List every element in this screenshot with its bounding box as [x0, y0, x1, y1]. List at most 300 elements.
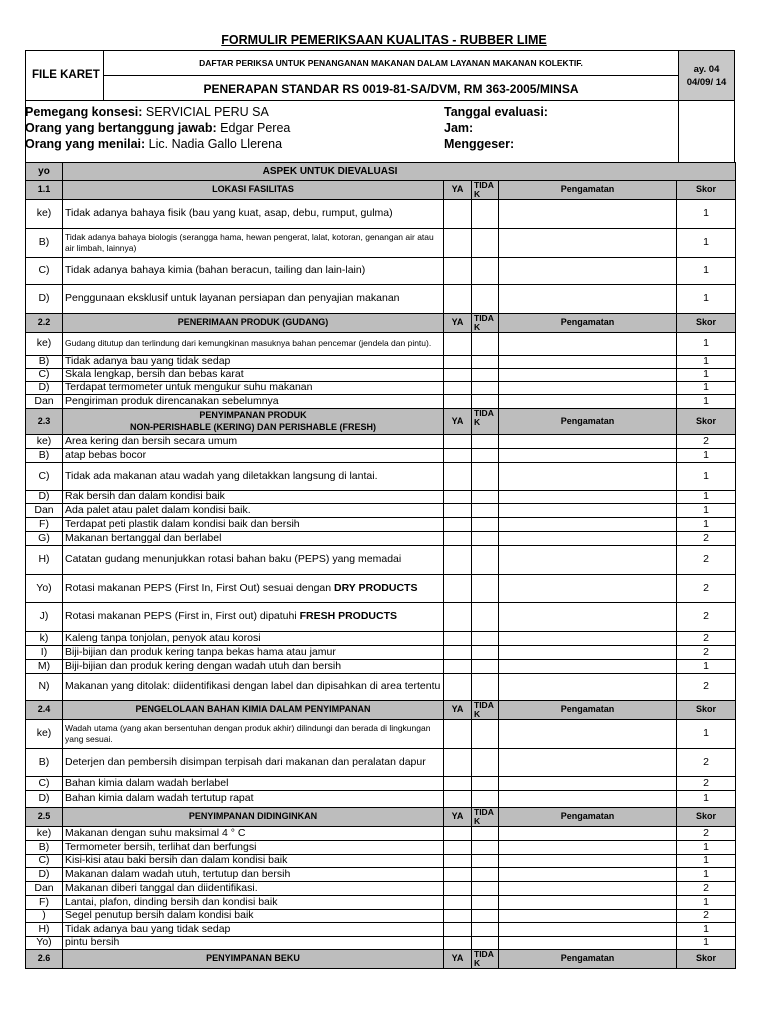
item-text — [63, 491, 444, 504]
standard-title: PENERAPAN STANDAR RS 0019-81-SA/DVM, RM 363-2005/MINSA — [203, 82, 579, 96]
section-title-line: PENGELOLAAN BAHAN KIMIA DALAM PENYIMPANAN — [135, 704, 371, 715]
item-text — [63, 435, 444, 449]
checklist-row — [26, 258, 736, 285]
score-cell: 2 — [677, 749, 736, 777]
checklist-row — [26, 646, 736, 660]
tidak-checkbox-cell[interactable] — [472, 395, 499, 409]
item-label: I) — [26, 646, 63, 660]
tidak-checkbox-cell[interactable] — [472, 910, 499, 923]
section-title-line: PENYIMPANAN BEKU — [206, 953, 300, 964]
ya-checkbox-cell[interactable] — [444, 285, 472, 314]
observation-cell[interactable] — [499, 546, 677, 575]
score-cell: 1 — [677, 356, 736, 369]
tidak-checkbox-cell[interactable] — [472, 868, 499, 882]
item-text — [63, 868, 444, 882]
holder-value: SERVICIAL PERU SA — [142, 105, 269, 119]
tidak-checkbox-cell[interactable] — [472, 791, 499, 808]
tidak-checkbox-cell[interactable] — [472, 575, 499, 603]
resp-label: Orang yang bertanggung jawab: — [25, 121, 217, 135]
col-tidak-header: TIDA K — [472, 701, 499, 720]
section-title — [63, 808, 444, 827]
tidak-checkbox-cell[interactable] — [472, 449, 499, 463]
observation-cell[interactable] — [499, 646, 677, 660]
section-title-line: PENYIMPANAN PRODUK — [199, 410, 307, 420]
score-cell: 2 — [677, 632, 736, 646]
checklist-row — [26, 449, 736, 463]
checklist-row — [26, 660, 736, 674]
item-label: k) — [26, 632, 63, 646]
item-label: D) — [26, 868, 63, 882]
item-text — [63, 546, 444, 575]
observation-cell[interactable] — [499, 369, 677, 382]
tidak-checkbox-cell[interactable] — [472, 896, 499, 910]
ya-checkbox-cell[interactable] — [444, 896, 472, 910]
item-text-main: Segel penutup bersih dalam kondisi baik — [65, 909, 254, 922]
checklist-row — [26, 518, 736, 532]
item-label: G) — [26, 532, 63, 546]
ya-checkbox-cell[interactable] — [444, 356, 472, 369]
item-text-main: Catatan gudang menunjukkan rotasi bahan baku (PEPS) yang memadai — [65, 553, 402, 566]
score-cell: 2 — [677, 575, 736, 603]
score-cell: 1 — [677, 896, 736, 910]
observation-cell[interactable] — [499, 463, 677, 491]
observation-cell[interactable] — [499, 435, 677, 449]
item-text-main: Makanan dalam wadah utuh, tertutup dan bersih — [65, 867, 291, 880]
shift-label: Menggeser: — [444, 137, 515, 151]
ya-checkbox-cell[interactable] — [444, 749, 472, 777]
item-text — [63, 923, 444, 937]
observation-cell[interactable] — [499, 518, 677, 532]
checklist-box — [103, 50, 679, 76]
item-text — [63, 841, 444, 855]
tidak-checkbox-cell[interactable] — [472, 369, 499, 382]
item-text — [63, 827, 444, 841]
observation-cell[interactable] — [499, 882, 677, 896]
observation-cell[interactable] — [499, 749, 677, 777]
checklist-row — [26, 674, 736, 701]
col-ya-header: YA — [444, 314, 472, 333]
checklist-row — [26, 435, 736, 449]
tidak-checkbox-cell[interactable] — [472, 720, 499, 749]
tidak-checkbox-cell[interactable] — [472, 229, 499, 258]
section-number: 2.4 — [26, 701, 63, 720]
col-score-header: Skor — [677, 701, 736, 720]
observation-cell[interactable] — [499, 841, 677, 855]
ya-checkbox-cell[interactable] — [444, 333, 472, 356]
item-text — [63, 777, 444, 791]
ya-checkbox-cell[interactable] — [444, 827, 472, 841]
item-label: ke) — [26, 827, 63, 841]
item-label: H) — [26, 546, 63, 575]
item-label: N) — [26, 674, 63, 701]
tidak-checkbox-cell[interactable] — [472, 546, 499, 575]
item-text-main: Tidak adanya bahaya biologis (serangga hama, hewan pengerat, lalat, kotoran, genangan air atau air limbah, lainnya) — [65, 231, 434, 253]
ya-checkbox-cell[interactable] — [444, 395, 472, 409]
item-text-main: Tidak ada makanan atau wadah yang diletakkan langsung di lantai. — [65, 469, 378, 482]
observation-cell[interactable] — [499, 855, 677, 868]
item-label: B) — [26, 749, 63, 777]
item-text-main: Ada palet atau palet dalam kondisi baik. — [65, 503, 251, 516]
item-text — [63, 449, 444, 463]
checklist-row — [26, 333, 736, 356]
item-text-main: Termometer bersih, terlihat dan berfungsi — [65, 840, 257, 853]
item-text — [63, 882, 444, 896]
item-text-main: Makanan diberi tanggal dan diidentifikasi. — [65, 881, 258, 894]
observation-cell[interactable] — [499, 229, 677, 258]
item-text-main: atap bebas bocor — [65, 448, 147, 461]
checklist-row — [26, 395, 736, 409]
holder-label: Pemegang konsesi: — [25, 105, 143, 119]
score-cell: 1 — [677, 382, 736, 395]
score-cell: 2 — [677, 827, 736, 841]
version-box — [678, 50, 735, 101]
item-label: Yo) — [26, 937, 63, 950]
item-label: H) — [26, 923, 63, 937]
observation-cell[interactable] — [499, 491, 677, 504]
score-cell: 2 — [677, 646, 736, 660]
tidak-checkbox-cell[interactable] — [472, 382, 499, 395]
observation-cell[interactable] — [499, 791, 677, 808]
score-cell: 2 — [677, 777, 736, 791]
tidak-checkbox-cell[interactable] — [472, 674, 499, 701]
col-score-header: Skor — [677, 314, 736, 333]
observation-cell[interactable] — [499, 382, 677, 395]
checklist-row — [26, 937, 736, 950]
score-cell: 1 — [677, 720, 736, 749]
ya-checkbox-cell[interactable] — [444, 546, 472, 575]
ya-checkbox-cell[interactable] — [444, 777, 472, 791]
item-text — [63, 720, 444, 749]
col-ya-header: YA — [444, 808, 472, 827]
observation-cell[interactable] — [499, 720, 677, 749]
item-text-main: Lantai, plafon, dinding bersih dan kondisi baik — [65, 895, 278, 908]
ya-checkbox-cell[interactable] — [444, 200, 472, 229]
ya-checkbox-cell[interactable] — [444, 491, 472, 504]
aspect-id: yo — [26, 163, 63, 181]
score-cell: 2 — [677, 532, 736, 546]
tidak-checkbox-cell[interactable] — [472, 937, 499, 950]
info-right-divider — [678, 100, 679, 163]
section-title — [63, 701, 444, 720]
item-text-main: Gudang ditutup dan terlindung dari kemungkinan masuknya bahan pencemar (jendela dan pintu). — [65, 338, 432, 349]
observation-cell[interactable] — [499, 910, 677, 923]
checklist-row — [26, 827, 736, 841]
score-cell: 1 — [677, 518, 736, 532]
checklist-row — [26, 882, 736, 896]
item-text — [63, 518, 444, 532]
col-observation-header: Pengamatan — [499, 950, 677, 969]
item-text — [63, 674, 444, 701]
score-cell: 1 — [677, 229, 736, 258]
item-text-main: Kisi-kisi atau baki bersih dan dalam kondisi baik — [65, 854, 288, 867]
observation-cell[interactable] — [499, 356, 677, 369]
checklist-row — [26, 896, 736, 910]
tidak-checkbox-cell[interactable] — [472, 646, 499, 660]
ya-checkbox-cell[interactable] — [444, 841, 472, 855]
item-label: J) — [26, 603, 63, 632]
file-label-box — [25, 50, 104, 101]
checklist-row — [26, 632, 736, 646]
checklist-row — [26, 910, 736, 923]
tidak-checkbox-cell[interactable] — [472, 827, 499, 841]
checklist-row — [26, 749, 736, 777]
checklist-row — [26, 200, 736, 229]
item-label: C) — [26, 258, 63, 285]
observation-cell[interactable] — [499, 603, 677, 632]
tidak-checkbox-cell[interactable] — [472, 200, 499, 229]
item-text-main: pintu bersih — [65, 936, 120, 949]
score-cell: 1 — [677, 491, 736, 504]
item-text — [63, 200, 444, 229]
item-label: ke) — [26, 435, 63, 449]
item-label: D) — [26, 791, 63, 808]
score-cell: 2 — [677, 435, 736, 449]
ya-checkbox-cell[interactable] — [444, 923, 472, 937]
item-label: ) — [26, 910, 63, 923]
tidak-checkbox-cell[interactable] — [472, 333, 499, 356]
item-text-main: Makanan dengan suhu maksimal 4 ° C — [65, 826, 246, 839]
ya-checkbox-cell[interactable] — [444, 910, 472, 923]
section-title-line-2: NON-PERISHABLE (KERING) DAN PERISHABLE (FRESH) — [129, 421, 376, 432]
resp-line — [25, 120, 290, 136]
checklist-row — [26, 504, 736, 518]
observation-cell[interactable] — [499, 896, 677, 910]
checklist-row — [26, 603, 736, 632]
ya-checkbox-cell[interactable] — [444, 660, 472, 674]
section-title — [63, 409, 444, 435]
observation-cell[interactable] — [499, 674, 677, 701]
item-label: D) — [26, 285, 63, 314]
item-text — [63, 333, 444, 356]
checklist-row — [26, 841, 736, 855]
item-text-bold: FRESH PRODUCTS — [299, 610, 398, 623]
col-observation-header: Pengamatan — [499, 701, 677, 720]
item-text-main: Penggunaan eksklusif untuk layanan persiapan dan penyajian makanan — [65, 292, 400, 305]
item-text — [63, 575, 444, 603]
version-date: 04/09/ 14 — [686, 77, 727, 88]
ya-checkbox-cell[interactable] — [444, 855, 472, 868]
observation-cell[interactable] — [499, 868, 677, 882]
section-number: 1.1 — [26, 181, 63, 200]
ya-checkbox-cell[interactable] — [444, 449, 472, 463]
col-tidak-header: TIDA K — [472, 409, 499, 435]
tidak-checkbox-cell[interactable] — [472, 435, 499, 449]
item-text-main: Tidak adanya bahaya kimia (bahan beracun, tailing dan lain-lain) — [65, 264, 366, 277]
item-label: ke) — [26, 333, 63, 356]
checklist-row — [26, 463, 736, 491]
ya-checkbox-cell[interactable] — [444, 229, 472, 258]
ya-checkbox-cell[interactable] — [444, 575, 472, 603]
item-text-main: Terdapat peti plastik dalam kondisi baik dan bersih — [65, 517, 300, 530]
aspect-header-row — [26, 163, 736, 181]
ya-checkbox-cell[interactable] — [444, 532, 472, 546]
form-title: FORMULIR PEMERIKSAAN KUALITAS - RUBBER LIME — [221, 33, 547, 47]
tidak-checkbox-cell[interactable] — [472, 356, 499, 369]
tidak-checkbox-cell[interactable] — [472, 603, 499, 632]
ya-checkbox-cell[interactable] — [444, 646, 472, 660]
col-ya-header: YA — [444, 950, 472, 969]
eval-date-label: Tanggal evaluasi: — [444, 105, 548, 119]
section-title-line: PENERIMAAN PRODUK (GUDANG) — [177, 317, 329, 328]
tidak-checkbox-cell[interactable] — [472, 749, 499, 777]
tidak-checkbox-cell[interactable] — [472, 660, 499, 674]
tidak-checkbox-cell[interactable] — [472, 491, 499, 504]
ya-checkbox-cell[interactable] — [444, 463, 472, 491]
section-header-row — [26, 409, 736, 435]
section-title — [63, 950, 444, 969]
tidak-checkbox-cell[interactable] — [472, 532, 499, 546]
observation-cell[interactable] — [499, 660, 677, 674]
item-label: ke) — [26, 720, 63, 749]
item-text — [63, 382, 444, 395]
checklist-row — [26, 369, 736, 382]
ya-checkbox-cell[interactable] — [444, 937, 472, 950]
ya-checkbox-cell[interactable] — [444, 882, 472, 896]
item-label: F) — [26, 896, 63, 910]
col-observation-header: Pengamatan — [499, 314, 677, 333]
item-text-main: Bahan kimia dalam wadah tertutup rapat — [65, 792, 254, 805]
tidak-checkbox-cell[interactable] — [472, 632, 499, 646]
item-text — [63, 910, 444, 923]
ya-checkbox-cell[interactable] — [444, 674, 472, 701]
observation-cell[interactable] — [499, 285, 677, 314]
item-text — [63, 369, 444, 382]
section-title — [63, 314, 444, 333]
observation-cell[interactable] — [499, 504, 677, 518]
item-text-main: Pengiriman produk direncanakan sebelumnya — [65, 394, 279, 407]
item-text-main: Rotasi makanan PEPS (First In, First Out) sesuai dengan — [65, 581, 335, 594]
item-text-bold: DRY PRODUCTS — [334, 581, 418, 594]
checklist-row — [26, 575, 736, 603]
ya-checkbox-cell[interactable] — [444, 258, 472, 285]
item-text-main: Tidak adanya bau yang tidak sedap — [65, 922, 231, 935]
col-observation-header: Pengamatan — [499, 409, 677, 435]
eval-label: Orang yang menilai: — [25, 137, 146, 151]
score-cell: 1 — [677, 258, 736, 285]
tidak-checkbox-cell[interactable] — [472, 923, 499, 937]
score-cell: 1 — [677, 855, 736, 868]
ya-checkbox-cell[interactable] — [444, 518, 472, 532]
ya-checkbox-cell[interactable] — [444, 868, 472, 882]
item-text-main: Tidak adanya bau yang tidak sedap — [65, 355, 231, 368]
item-label: M) — [26, 660, 63, 674]
ya-checkbox-cell[interactable] — [444, 435, 472, 449]
checklist-row — [26, 491, 736, 504]
item-text — [63, 356, 444, 369]
observation-cell[interactable] — [499, 923, 677, 937]
observation-cell[interactable] — [499, 258, 677, 285]
item-text-main: Makanan bertanggal dan berlabel — [65, 531, 222, 544]
item-text-main: Biji-bijian dan produk kering dengan wadah utuh dan bersih — [65, 659, 342, 672]
tidak-checkbox-cell[interactable] — [472, 518, 499, 532]
score-cell: 1 — [677, 369, 736, 382]
item-text-main: Bahan kimia dalam wadah berlabel — [65, 776, 229, 789]
score-cell: 1 — [677, 449, 736, 463]
item-label: B) — [26, 229, 63, 258]
ya-checkbox-cell[interactable] — [444, 632, 472, 646]
ya-checkbox-cell[interactable] — [444, 603, 472, 632]
item-text-main: Skala lengkap, bersih dan bebas karat — [65, 368, 244, 381]
tidak-checkbox-cell[interactable] — [472, 285, 499, 314]
ya-checkbox-cell[interactable] — [444, 382, 472, 395]
item-text-main: Wadah utama (yang akan bersentuhan dengan produk akhir) dilindungi dan berada di lingkungan yang sesuai. — [65, 722, 431, 744]
item-label: D) — [26, 382, 63, 395]
tidak-checkbox-cell[interactable] — [472, 882, 499, 896]
tidak-checkbox-cell[interactable] — [472, 855, 499, 868]
section-title — [63, 181, 444, 200]
ya-checkbox-cell[interactable] — [444, 369, 472, 382]
col-score-header: Skor — [677, 181, 736, 200]
tidak-checkbox-cell[interactable] — [472, 504, 499, 518]
item-text-main: Kaleng tanpa tonjolan, penyok atau korosi — [65, 631, 261, 644]
item-text — [63, 603, 444, 632]
score-cell: 1 — [677, 937, 736, 950]
score-cell: 1 — [677, 463, 736, 491]
eval-value: Lic. Nadia Gallo Llerena — [145, 137, 283, 151]
section-number: 2.2 — [26, 314, 63, 333]
item-text — [63, 937, 444, 950]
tidak-checkbox-cell[interactable] — [472, 777, 499, 791]
observation-cell[interactable] — [499, 395, 677, 409]
observation-cell[interactable] — [499, 777, 677, 791]
score-cell: 1 — [677, 395, 736, 409]
checklist-row — [26, 285, 736, 314]
ya-checkbox-cell[interactable] — [444, 504, 472, 518]
col-score-header: Skor — [677, 808, 736, 827]
holder-line — [25, 104, 269, 120]
section-title-line: LOKASI FASILITAS — [212, 184, 294, 195]
item-label: B) — [26, 356, 63, 369]
observation-cell[interactable] — [499, 449, 677, 463]
checklist-row — [26, 868, 736, 882]
tidak-checkbox-cell[interactable] — [472, 258, 499, 285]
item-label: Dan — [26, 882, 63, 896]
col-ya-header: YA — [444, 409, 472, 435]
item-text — [63, 855, 444, 868]
observation-cell[interactable] — [499, 333, 677, 356]
item-text — [63, 749, 444, 777]
section-number: 2.5 — [26, 808, 63, 827]
observation-cell[interactable] — [499, 200, 677, 229]
observation-cell[interactable] — [499, 532, 677, 546]
item-label: D) — [26, 491, 63, 504]
col-tidak-header: TIDA K — [472, 314, 499, 333]
item-text-main: Rak bersih dan dalam kondisi baik — [65, 490, 225, 503]
item-label: Dan — [26, 504, 63, 518]
observation-cell[interactable] — [499, 575, 677, 603]
item-label: C) — [26, 777, 63, 791]
tidak-checkbox-cell[interactable] — [472, 463, 499, 491]
item-text — [63, 395, 444, 409]
item-text — [63, 229, 444, 258]
score-cell: 1 — [677, 923, 736, 937]
observation-cell[interactable] — [499, 827, 677, 841]
checklist-table — [25, 162, 736, 969]
time-label: Jam: — [444, 121, 474, 135]
item-label: F) — [26, 518, 63, 532]
checklist-row — [26, 791, 736, 808]
tidak-checkbox-cell[interactable] — [472, 841, 499, 855]
observation-cell[interactable] — [499, 632, 677, 646]
score-cell: 1 — [677, 504, 736, 518]
ya-checkbox-cell[interactable] — [444, 720, 472, 749]
ya-checkbox-cell[interactable] — [444, 791, 472, 808]
item-text-main: Makanan yang ditolak: diidentifikasi dengan label dan dipisahkan di area tertentu — [65, 680, 441, 693]
checklist-row — [26, 546, 736, 575]
item-text-main: Biji-bijian dan produk kering tanpa bekas hama atau jamur — [65, 645, 336, 658]
observation-cell[interactable] — [499, 937, 677, 950]
col-observation-header: Pengamatan — [499, 808, 677, 827]
